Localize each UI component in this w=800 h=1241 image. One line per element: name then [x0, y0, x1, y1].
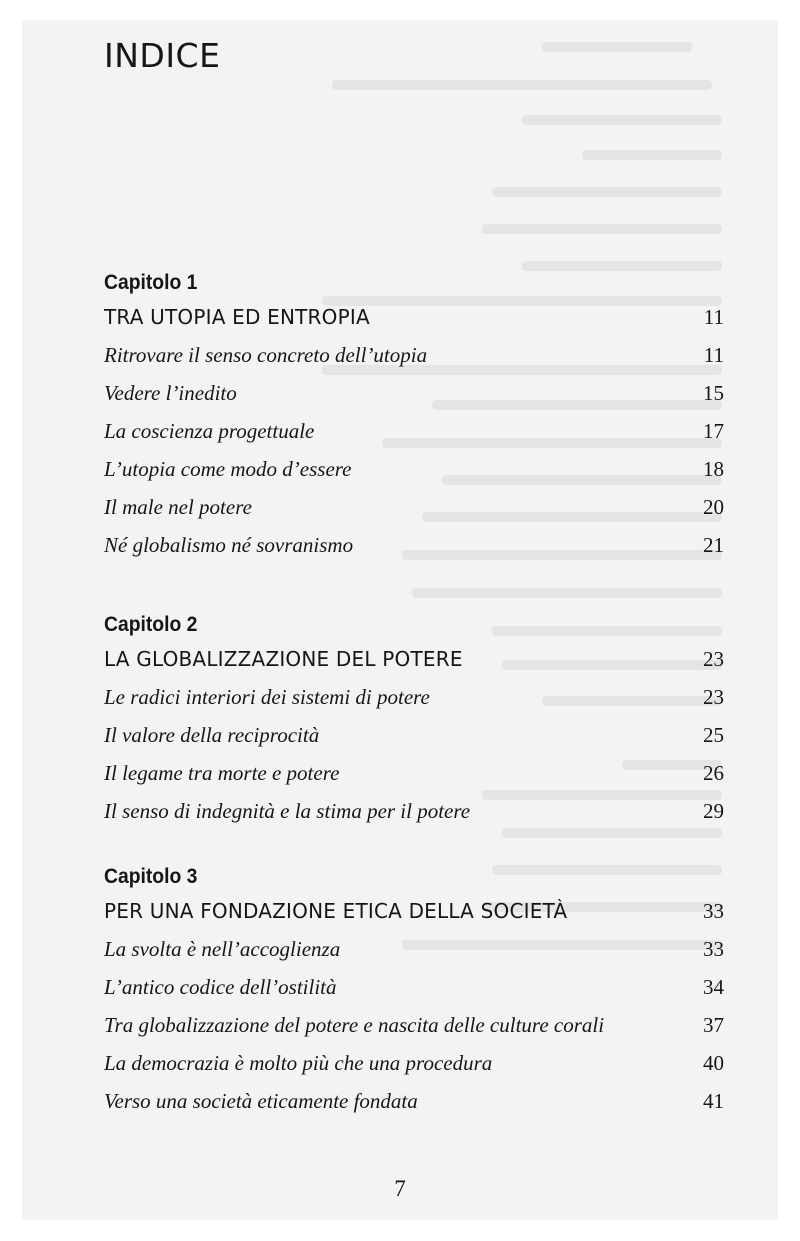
chapter-label: Capitolo 3: [104, 865, 198, 888]
entry-page-number: 37: [703, 1013, 724, 1037]
entry-title: Ritrovare il senso concreto dell’utopia: [104, 343, 428, 367]
toc-entry: [104, 1082, 724, 1120]
toc-entry: [104, 792, 724, 830]
chapter-heading: [104, 892, 724, 930]
chapter-heading: [104, 298, 724, 336]
entry-page-number: 40: [703, 1051, 724, 1075]
toc-entry: [104, 1006, 724, 1044]
entry-title: Il male nel potere: [104, 495, 252, 519]
entry-title: L’antico codice dell’ostilità: [104, 975, 337, 999]
chapter-title: TRA UTOPIA ED ENTROPIA: [104, 305, 370, 329]
toc-entry: [104, 412, 724, 450]
entry-page-number: 41: [703, 1089, 724, 1113]
entry-page-number: 33: [703, 937, 724, 961]
toc-entry: [104, 336, 724, 374]
index-title: INDICE: [104, 36, 221, 75]
entry-title: Le radici interiori dei sistemi di potere: [104, 685, 430, 709]
page-number: 7: [394, 1176, 406, 1201]
table-of-contents: [22, 20, 778, 1220]
toc-entry: [104, 526, 724, 564]
toc-entry: [104, 754, 724, 792]
toc-entry: [104, 930, 724, 968]
entry-page-number: 18: [703, 457, 724, 481]
chapter-page-number: 33: [703, 899, 724, 923]
entry-title: Il legame tra morte e potere: [104, 761, 340, 785]
entry-title: Né globalismo né sovranismo: [104, 533, 354, 557]
chapter-2: [104, 610, 724, 830]
entry-page-number: 25: [703, 723, 724, 747]
entry-page-number: 17: [703, 419, 724, 443]
entry-title: La democrazia è molto più che una procedura: [104, 1051, 493, 1075]
toc-entry: [104, 488, 724, 526]
entry-page-number: 34: [703, 975, 724, 999]
entry-page-number: 21: [703, 533, 724, 557]
entry-page-number: 15: [703, 381, 724, 405]
entry-page-number: 20: [703, 495, 724, 519]
entry-page-number: 23: [703, 685, 724, 709]
chapter-label: Capitolo 1: [104, 271, 198, 294]
book-page: [22, 20, 778, 1220]
chapter-heading: [104, 640, 724, 678]
chapter-1: [104, 268, 724, 564]
entry-page-number: 11: [703, 343, 724, 367]
entry-title: Verso una società eticamente fondata: [104, 1089, 418, 1113]
entry-title: Il valore della reciprocità: [104, 723, 320, 747]
toc-entry: [104, 1044, 724, 1082]
chapter-page-number: 11: [703, 305, 724, 329]
entry-title: La coscienza progettuale: [104, 419, 315, 443]
entry-page-number: 29: [703, 799, 724, 823]
chapter-title: LA GLOBALIZZAZIONE DEL POTERE: [104, 647, 463, 671]
chapter-3: [104, 862, 724, 1120]
entry-title: L’utopia come modo d’essere: [104, 457, 352, 481]
entry-title: Il senso di indegnità e la stima per il potere: [104, 799, 471, 823]
toc-entry: [104, 374, 724, 412]
toc-entry: [104, 450, 724, 488]
entry-title: Vedere l’inedito: [104, 381, 237, 405]
entry-page-number: 26: [703, 761, 724, 785]
chapter-label: Capitolo 2: [104, 613, 198, 636]
toc-entry: [104, 678, 724, 716]
entry-title: Tra globalizzazione del potere e nascita delle culture corali: [104, 1013, 605, 1037]
chapter-page-number: 23: [703, 647, 724, 671]
toc-entry: [104, 968, 724, 1006]
toc-entry: [104, 716, 724, 754]
chapter-title: PER UNA FONDAZIONE ETICA DELLA SOCIETÀ: [104, 899, 568, 923]
entry-title: La svolta è nell’accoglienza: [104, 937, 341, 961]
